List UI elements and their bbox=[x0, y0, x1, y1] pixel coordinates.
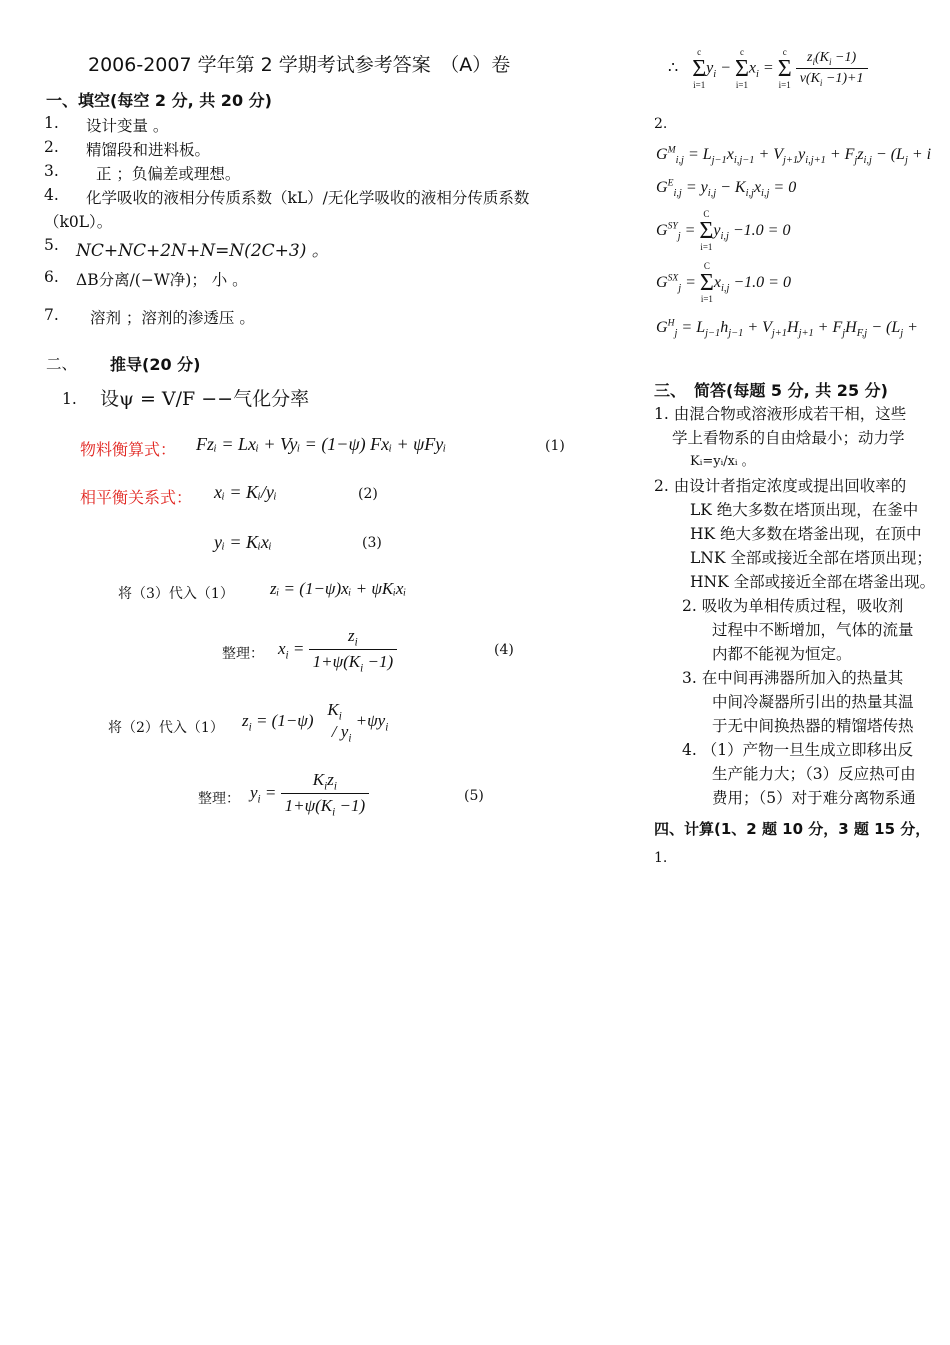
fill-blank-number: 2. bbox=[44, 138, 59, 156]
mesh-sum-y-equation: $G^{SY}_j$ = C Σ i=1 $y_{i,j} -1.0 = 0$ bbox=[656, 209, 791, 252]
short-answer-line: 生产能力大；（3）反应热可由 bbox=[712, 765, 916, 783]
short-answer-line: 2. 由设计者指定浓度或提出回收率的 bbox=[654, 477, 907, 495]
phase-equilibrium-label: 相平衡关系式： bbox=[80, 488, 193, 507]
eq-number-2: (2) bbox=[358, 486, 378, 502]
arrange-label-1: 整理： bbox=[222, 646, 264, 662]
therefore-equation: ∴ c Σ i=1 $y_i$ − c Σ i=1 $x_i$ = c Σ i=1 $\frac{z_i(K_i -1)}{\nu(K_i -1)+1}$ bbox=[668, 48, 868, 90]
section-derivation-number: 二、 bbox=[46, 355, 78, 373]
q1-vapor-fraction-definition bbox=[100, 384, 309, 411]
short-answer-line: 费用；（5）对于难分离物系通 bbox=[712, 789, 916, 807]
substitute-2-into-1-equation: $z_i = (1-\psi)$ $K_i$ / $y_i$ $+\psi y_i$ bbox=[242, 700, 389, 745]
fill-blank-number: 7. bbox=[44, 306, 59, 324]
fill-blank-answer: NC+NC+2N+N=N(2C+3) 。 bbox=[76, 241, 329, 261]
fill-blank-number: 5. bbox=[44, 236, 59, 254]
material-balance-equation: Fzᵢ = Lxᵢ + Vyᵢ = (1−ψ) Fxᵢ + ψFyᵢ bbox=[196, 434, 447, 454]
short-answer-line: 过程中不断增加，气体的流量 bbox=[712, 621, 914, 639]
substitute-2-into-1-label: 将（2）代入（1） bbox=[108, 720, 224, 736]
short-answer-line: 1. 由混合物或溶液形成若干相，这些 bbox=[654, 405, 907, 423]
short-answer-line: 内都不能视为恒定。 bbox=[712, 645, 852, 663]
fill-blank-number: 6. bbox=[44, 268, 59, 286]
fill-blank-answer: 化学吸收的液相分传质系数（kL）/无化学吸收的液相分传质系数 bbox=[86, 189, 530, 207]
short-answer-line: Kᵢ=yᵢ/xᵢ 。 bbox=[690, 454, 755, 469]
short-answer-line: 4. （1）产物一旦生成立即移出反 bbox=[682, 741, 914, 759]
section-calculation-heading: 四、计算(1、2 题 10 分，3 题 15 分， bbox=[654, 820, 931, 838]
eq-number-3: (3) bbox=[362, 535, 382, 551]
fill-blank-number: 3. bbox=[44, 162, 59, 180]
fill-blank-answer: （k0L）。 bbox=[44, 213, 113, 231]
short-answer-line: 中间冷凝器所引出的热量其温 bbox=[712, 693, 914, 711]
fill-blank-number: 1. bbox=[44, 114, 59, 132]
fill-blank-answer: 精馏段和进料板。 bbox=[86, 141, 211, 159]
short-answer-line: 于无中间换热器的精馏塔传热 bbox=[712, 717, 914, 735]
arrange-label-2: 整理： bbox=[198, 791, 240, 807]
short-answer-line: 3. 在中间再沸器所加入的热量其 bbox=[682, 669, 904, 687]
short-answer-line: LK 绝大多数在塔顶出现，在釜中 bbox=[690, 501, 919, 519]
section-fill-blank-heading: 一、填空(每空 2 分, 共 20 分) bbox=[46, 91, 272, 110]
substitute-3-into-1-equation: zᵢ = (1−ψ)xᵢ + ψKᵢxᵢ bbox=[270, 579, 407, 598]
fill-blank-answer: 设计变量 。 bbox=[86, 117, 169, 135]
calc-q1-number: 1. bbox=[654, 850, 668, 866]
short-answer-line: 学上看物系的自由焓最小；动力学 bbox=[672, 429, 905, 447]
short-answer-line: 2. 吸收为单相传质过程，吸收剂 bbox=[682, 597, 904, 615]
q2-number: 2. bbox=[654, 116, 668, 132]
short-answer-line: HK 绝大多数在塔釜出现，在顶中 bbox=[690, 525, 922, 543]
phase-equilibrium-equation: xᵢ = Kᵢ/yᵢ bbox=[214, 482, 277, 502]
fill-blank-answer: 正 ；负偏差或理想。 bbox=[96, 165, 241, 183]
substitute-3-into-1-label: 将（3）代入（1） bbox=[118, 586, 234, 602]
mesh-enthalpy-equation: $G^H_j = L_{j-1}h_{j-1} + V_{j+1}H_{j+1} + F_jH_{F,j} - (L_j$ + bbox=[656, 318, 918, 340]
eq-number-5: (5) bbox=[464, 788, 484, 804]
x-solution-equation: $x_i$ = $\frac{z_i}{1+\psi(K_i -1)}$ bbox=[278, 626, 397, 675]
section-short-answer-heading: 三、 简答(每题 5 分, 共 25 分) bbox=[654, 381, 888, 400]
fill-blank-number: 4. bbox=[44, 186, 59, 204]
mesh-sum-x-equation: $G^{SX}_j$ = C Σ i=1 $x_{i,j} -1.0 = 0$ bbox=[656, 261, 791, 304]
y-solution-equation: $y_i$ = $\frac{K_iz_i}{1+\psi(K_i -1)}$ bbox=[250, 770, 369, 819]
mesh-material-equation: $G^M_{i,j} = L_{j-1}x_{i,j-1} + V_{j+1}y_{i,j+1} + F_jz_{i,j} - (L_j + i$ bbox=[656, 145, 932, 167]
eq-number-4: (4) bbox=[494, 642, 514, 658]
q1-number: 1. bbox=[62, 390, 77, 408]
material-balance-label: 物料衡算式： bbox=[80, 440, 177, 459]
fill-blank-answer: ΔB分离/(−W净)； 小 。 bbox=[76, 271, 248, 289]
section-derivation-heading: 推导(20 分) bbox=[110, 355, 201, 374]
fill-blank-answer: 溶剂 ；溶剂的渗透压 。 bbox=[90, 309, 255, 327]
page-title: 2006-2007 学年第 2 学期考试参考答案 （A）卷 bbox=[88, 54, 511, 76]
equation-3: yᵢ = Kᵢxᵢ bbox=[214, 532, 272, 552]
eq-number-1: (1) bbox=[545, 438, 565, 454]
short-answer-line: HNK 全部或接近全部在塔釜出现。 bbox=[690, 573, 936, 591]
q1-text: 设ψ = V/F −−气化分率 bbox=[100, 388, 310, 410]
short-answer-line: LNK 全部或接近全部在塔顶出现； bbox=[690, 549, 932, 567]
mesh-equilibrium-equation: $G^E_{i,j} = y_{i,j} - K_{i,j}x_{i,j} = 0$ bbox=[656, 178, 797, 200]
